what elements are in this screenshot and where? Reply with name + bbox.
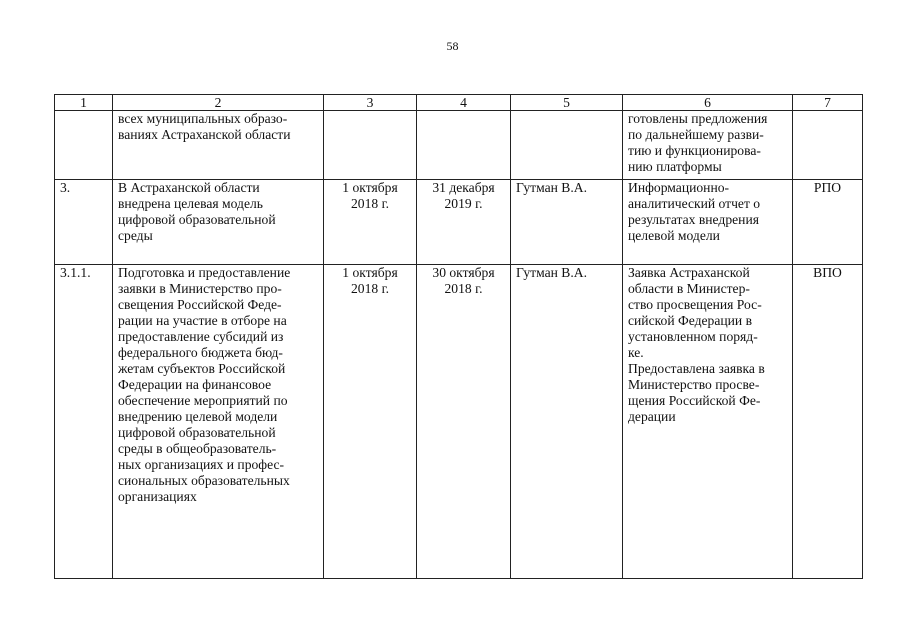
responsible-cell bbox=[511, 111, 623, 180]
row-number bbox=[55, 111, 113, 180]
table-row bbox=[55, 111, 863, 180]
type-cell: РПО bbox=[793, 180, 863, 265]
table-row bbox=[55, 180, 863, 265]
end-date-cell: 31 декабря 2019 г. bbox=[417, 180, 511, 265]
type-cell bbox=[793, 111, 863, 180]
table-row bbox=[55, 265, 863, 579]
column-header: 4 bbox=[417, 95, 511, 111]
column-header: 3 bbox=[324, 95, 417, 111]
plan-table bbox=[54, 94, 863, 579]
header-row bbox=[55, 95, 863, 111]
column-header: 1 bbox=[55, 95, 113, 111]
start-date-cell: 1 октября 2018 г. bbox=[324, 180, 417, 265]
row-number: 3.1.1. bbox=[55, 265, 113, 579]
type-cell: ВПО bbox=[793, 265, 863, 579]
result-cell: Информационно- аналитический отчет о результатах внедрения целевой модели bbox=[623, 180, 793, 265]
column-header: 5 bbox=[511, 95, 623, 111]
result-cell: Заявка Астраханской области в Министер- ство просвещения Рос- сийской Федерации в установленном поряд- ке. Предоставлена заявка в Министерство просве- щения Российской Фе- дерации bbox=[623, 265, 793, 579]
page-number: 58 bbox=[446, 39, 459, 53]
column-header: 6 bbox=[623, 95, 793, 111]
column-header: 7 bbox=[793, 95, 863, 111]
task-cell: всех муниципальных образо- ваниях Астраханской области bbox=[113, 111, 324, 180]
start-date-cell bbox=[324, 111, 417, 180]
responsible-cell: Гутман В.А. bbox=[511, 180, 623, 265]
end-date-cell: 30 октября 2018 г. bbox=[417, 265, 511, 579]
end-date-cell bbox=[417, 111, 511, 180]
row-number: 3. bbox=[55, 180, 113, 265]
start-date-cell: 1 октября 2018 г. bbox=[324, 265, 417, 579]
responsible-cell: Гутман В.А. bbox=[511, 265, 623, 579]
column-header: 2 bbox=[113, 95, 324, 111]
result-cell: готовлены предложения по дальнейшему разви- тию и функционирова- нию платформы bbox=[623, 111, 793, 180]
task-cell: Подготовка и предоставление заявки в Министерство про- свещения Российской Феде- рации на участие в отборе на предоставление субсидий из федерального бюджета бюд- жетам субъектов Российской Федерации на финансовое обеспечение мероприятий по внедрению целевой модели цифровой образовательной среды в общеобразователь- ных организациях и профес- сиональных образовательных организациях bbox=[113, 265, 324, 579]
task-cell: В Астраханской области внедрена целевая модель цифровой образовательной среды bbox=[113, 180, 324, 265]
